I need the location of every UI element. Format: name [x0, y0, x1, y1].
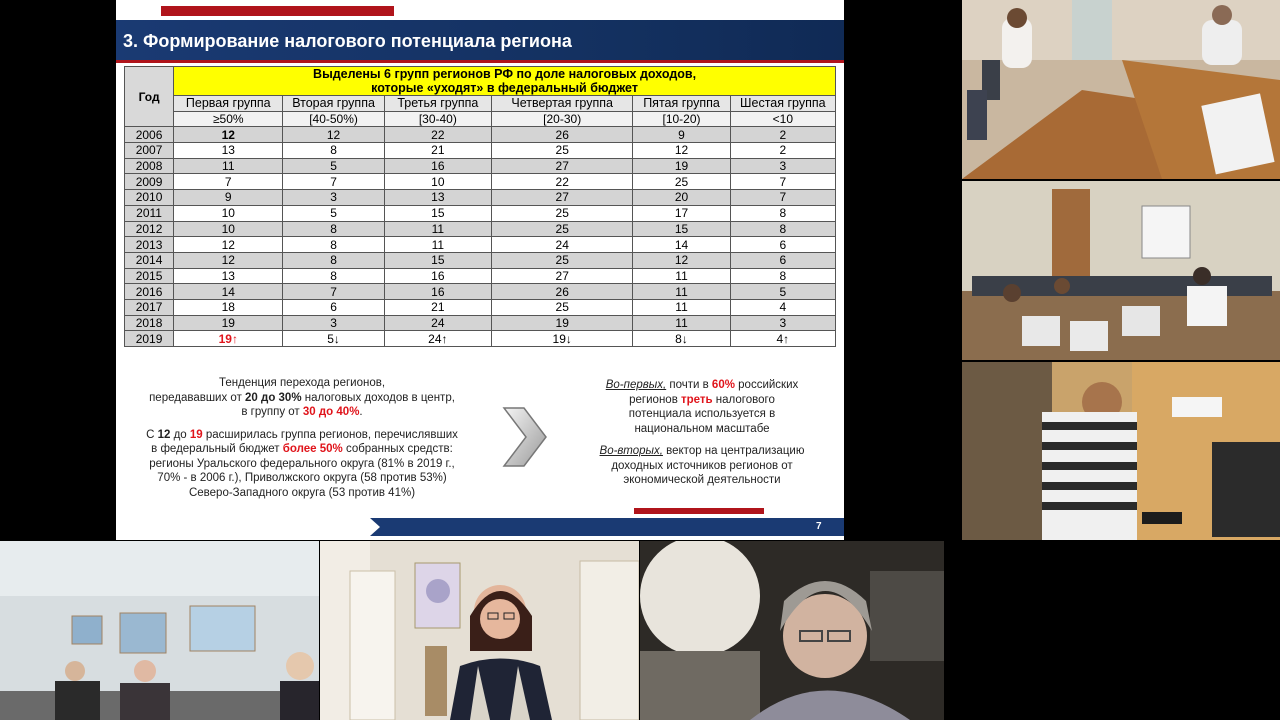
value-cell: 12 [174, 252, 283, 268]
value-cell: 19↓ [492, 331, 633, 347]
value-cell: 13 [174, 268, 283, 284]
year-cell: 2009 [125, 174, 174, 190]
value-cell: 21 [384, 299, 491, 315]
year-cell: 2013 [125, 237, 174, 253]
value-cell: 19 [633, 158, 730, 174]
value-cell: 7 [730, 190, 835, 206]
value-cell: 11 [174, 158, 283, 174]
value-cell: 8 [283, 252, 384, 268]
slide-footer-bar [370, 518, 844, 536]
participant-video [962, 362, 1280, 540]
range-cell: [10-20) [633, 111, 730, 127]
value-cell: 12 [174, 237, 283, 253]
value-cell: 11 [633, 284, 730, 300]
value-cell: 11 [633, 299, 730, 315]
value-cell: 14 [633, 237, 730, 253]
value-cell: 15 [384, 252, 491, 268]
left-commentary: Тенденция перехода регионов, передававших от 20 до 30% налоговых доходов в центр, в группу от 30 до 40%. С 12 до 19 расширилась группа регионов, перечислявших в федеральный бюджет более 50% собранных средств: регионы Уральского федерального округа (81% в 2019 г., 70% - в 2006 г.), Приволжского округа (58 против 53%) Северо-Западного округа (53 против 41%) [146, 377, 458, 499]
value-cell: 3 [283, 315, 384, 331]
value-cell: 25 [492, 299, 633, 315]
value-cell: 12 [633, 252, 730, 268]
right-commentary: Во-первых, почти в 60% российских регионов треть налогового потенциала используется в национальном масштабе Во-вторых, вектор на централизацию доходных источников регионов от экономической деятельности [599, 379, 805, 486]
year-cell: 2019 [125, 331, 174, 347]
year-cell: 2007 [125, 143, 174, 159]
table-row [125, 252, 836, 268]
participant-video [962, 181, 1280, 360]
value-cell: 24↑ [384, 331, 491, 347]
value-cell: 7 [730, 174, 835, 190]
value-cell: 8 [730, 221, 835, 237]
value-cell: 21 [384, 143, 491, 159]
value-cell: 24 [492, 237, 633, 253]
regions-table [124, 66, 836, 347]
slide-title-bar [116, 20, 844, 60]
value-cell: 25 [633, 174, 730, 190]
value-cell: 26 [492, 284, 633, 300]
slide-top-red-bar [161, 6, 394, 16]
value-cell: 18 [174, 299, 283, 315]
value-cell: 7 [283, 284, 384, 300]
value-cell: 4 [730, 299, 835, 315]
value-cell: 8 [283, 268, 384, 284]
year-header: Год [125, 67, 174, 127]
video-tile-office-room[interactable] [0, 541, 319, 720]
value-cell: 11 [633, 315, 730, 331]
value-cell: 12 [283, 127, 384, 143]
value-cell: 27 [492, 190, 633, 206]
table-row [125, 143, 836, 159]
value-cell: 6 [283, 299, 384, 315]
value-cell: 14 [174, 284, 283, 300]
range-cell: [40-50%) [283, 111, 384, 127]
video-tile-conference-room-1[interactable] [962, 0, 1280, 179]
year-cell: 2006 [125, 127, 174, 143]
table-row [125, 158, 836, 174]
groups-row [125, 96, 836, 112]
presentation-slide [116, 0, 844, 540]
value-cell: 10 [174, 221, 283, 237]
value-cell: 7 [174, 174, 283, 190]
table-row [125, 315, 836, 331]
value-cell: 11 [633, 268, 730, 284]
value-cell: 3 [730, 315, 835, 331]
table-row [125, 205, 836, 221]
value-cell: 5 [730, 284, 835, 300]
value-cell: 9 [174, 190, 283, 206]
value-cell: 5↓ [283, 331, 384, 347]
value-cell: 26 [492, 127, 633, 143]
title-underline [116, 60, 844, 63]
value-cell: 3 [730, 158, 835, 174]
value-cell: 15 [384, 205, 491, 221]
participant-video [0, 541, 319, 720]
group-header: Шестая группа [730, 96, 835, 112]
year-cell: 2018 [125, 315, 174, 331]
value-cell: 24 [384, 315, 491, 331]
table-row [125, 221, 836, 237]
video-tile-conference-room-3[interactable] [962, 362, 1280, 540]
year-cell: 2017 [125, 299, 174, 315]
value-cell: 12 [174, 127, 283, 143]
slide-bottom-red-bar [634, 508, 764, 514]
value-cell: 8 [730, 205, 835, 221]
participant-video [640, 541, 944, 720]
group-header: Пятая группа [633, 96, 730, 112]
table-row [125, 174, 836, 190]
value-cell: 4↑ [730, 331, 835, 347]
year-cell: 2014 [125, 252, 174, 268]
value-cell: 25 [492, 143, 633, 159]
year-cell: 2016 [125, 284, 174, 300]
table-row [125, 268, 836, 284]
value-cell: 20 [633, 190, 730, 206]
value-cell: 10 [174, 205, 283, 221]
range-cell: [30-40) [384, 111, 491, 127]
empty-black-area [944, 541, 1280, 720]
value-cell: 25 [492, 252, 633, 268]
value-cell: 2 [730, 143, 835, 159]
table-row [125, 190, 836, 206]
value-cell: 8 [283, 221, 384, 237]
participant-video [320, 541, 639, 720]
value-cell: 16 [384, 268, 491, 284]
value-cell: 8 [730, 268, 835, 284]
year-cell: 2011 [125, 205, 174, 221]
value-cell: 6 [730, 237, 835, 253]
value-cell: 8↓ [633, 331, 730, 347]
value-cell: 3 [283, 190, 384, 206]
value-cell: 13 [174, 143, 283, 159]
value-cell: 5 [283, 205, 384, 221]
table-row [125, 331, 836, 347]
table-row [125, 127, 836, 143]
value-cell: 7 [283, 174, 384, 190]
group-header: Первая группа [174, 96, 283, 112]
value-cell: 13 [384, 190, 491, 206]
value-cell: 19 [492, 315, 633, 331]
group-header: Вторая группа [283, 96, 384, 112]
range-cell: [20-30) [492, 111, 633, 127]
table-row [125, 299, 836, 315]
value-cell: 5 [283, 158, 384, 174]
year-cell: 2010 [125, 190, 174, 206]
value-cell: 15 [633, 221, 730, 237]
year-cell: 2008 [125, 158, 174, 174]
value-cell: 25 [492, 221, 633, 237]
value-cell: 8 [283, 143, 384, 159]
group-header: Четвертая группа [492, 96, 633, 112]
value-cell: 22 [384, 127, 491, 143]
value-cell: 27 [492, 268, 633, 284]
value-cell: 6 [730, 252, 835, 268]
value-cell: 10 [384, 174, 491, 190]
value-cell: 19 [174, 315, 283, 331]
value-cell: 22 [492, 174, 633, 190]
value-cell: 11 [384, 221, 491, 237]
value-cell: 2 [730, 127, 835, 143]
slide-title: 3. Формирование налогового потенциала региона [123, 31, 572, 51]
table-row [125, 237, 836, 253]
chevron-right-icon [502, 406, 548, 468]
value-cell: 17 [633, 205, 730, 221]
table-headline: Выделены 6 групп регионов РФ по доле налоговых доходов, которые «уходят» в федеральный бюджет [174, 67, 836, 96]
value-cell: 12 [633, 143, 730, 159]
slide-page-number: 7 [816, 521, 822, 532]
participant-video [962, 0, 1280, 179]
group-header: Третья группа [384, 96, 491, 112]
value-cell: 16 [384, 284, 491, 300]
value-cell: 9 [633, 127, 730, 143]
video-tile-speaker[interactable] [320, 541, 639, 720]
range-cell: <10 [730, 111, 835, 127]
year-cell: 2012 [125, 221, 174, 237]
slide-footer-notch [370, 518, 380, 536]
value-cell: 8 [283, 237, 384, 253]
table-row [125, 284, 836, 300]
value-cell: 11 [384, 237, 491, 253]
value-cell: 25 [492, 205, 633, 221]
year-cell: 2015 [125, 268, 174, 284]
value-cell: 19↑ [174, 331, 283, 347]
value-cell: 27 [492, 158, 633, 174]
video-tile-conference-room-2[interactable] [962, 181, 1280, 360]
value-cell: 16 [384, 158, 491, 174]
video-tile-participant[interactable] [640, 541, 944, 720]
ranges-row [125, 111, 836, 127]
range-cell: ≥50% [174, 111, 283, 127]
